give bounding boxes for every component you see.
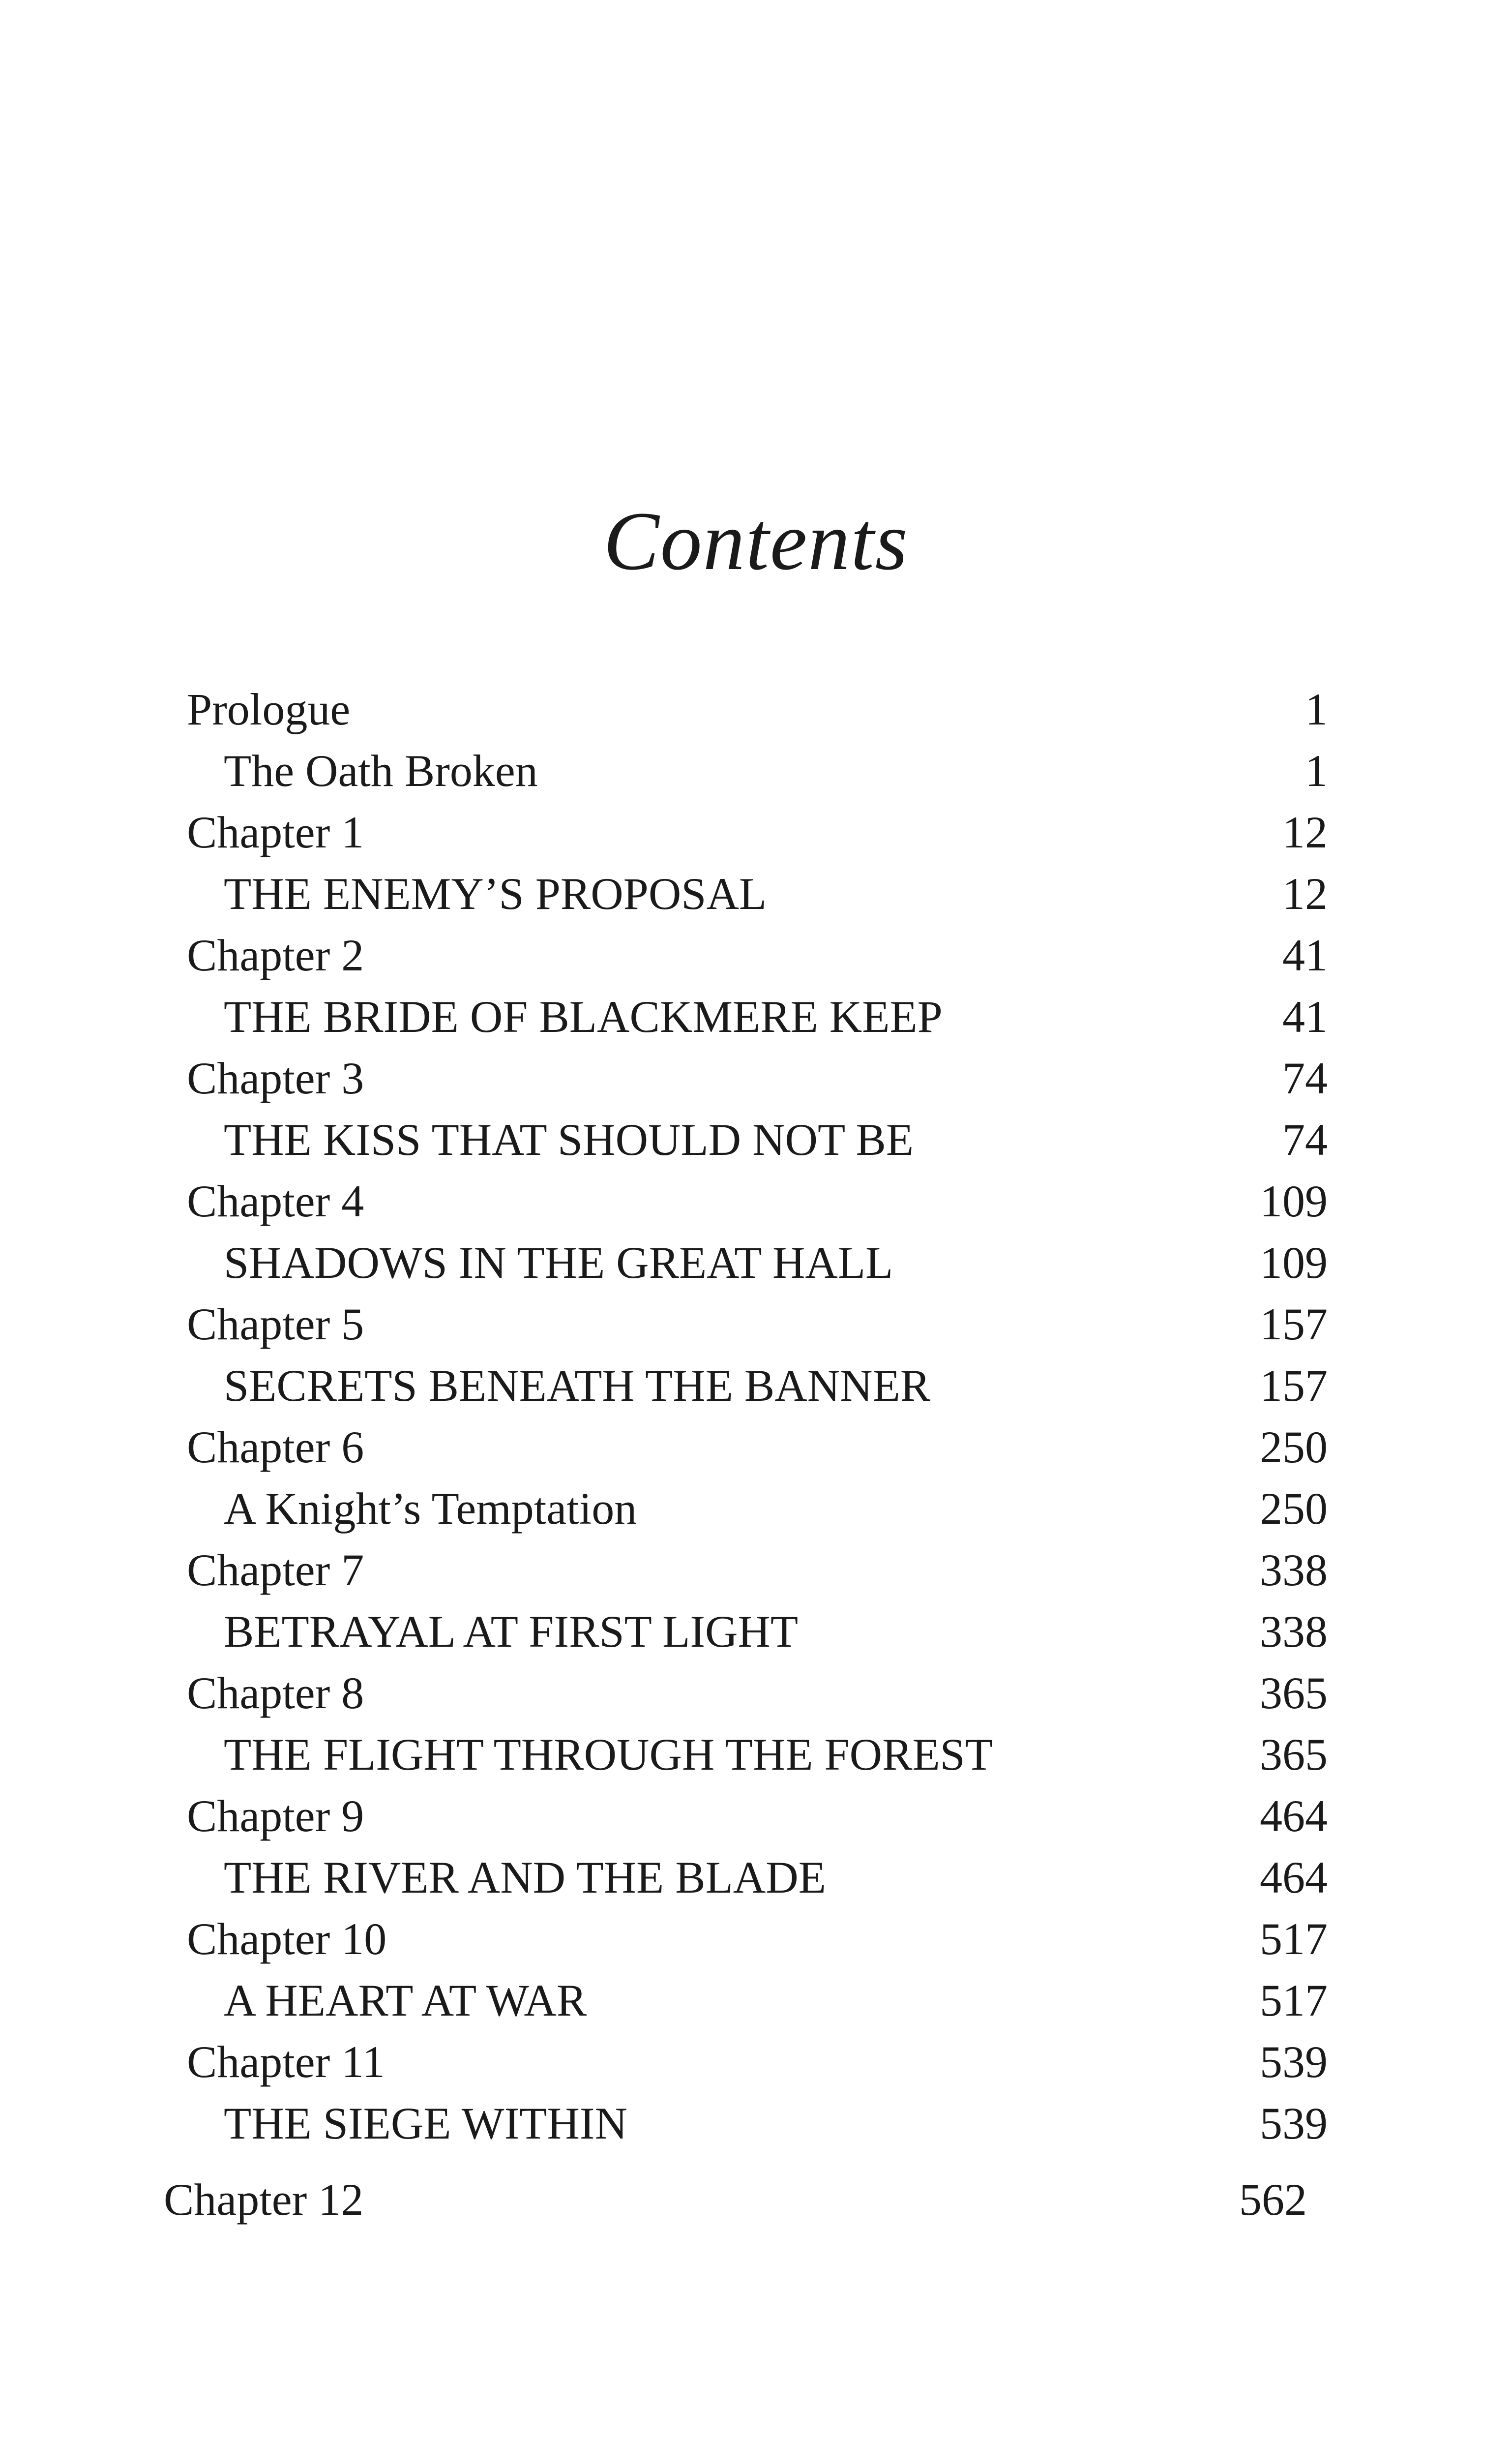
toc-entry-page: 109 (1260, 1176, 1328, 1226)
toc-entry-page: 464 (1260, 1791, 1328, 1841)
toc-entry-page: 250 (1260, 1483, 1328, 1534)
toc-entry-label: Chapter 7 (187, 1545, 364, 1595)
toc-entry-label: SHADOWS IN THE GREAT HALL (224, 1237, 893, 1288)
toc-entry-chapter-3-title[interactable] (187, 1109, 1328, 1171)
toc-entry-label: BETRAYAL AT FIRST LIGHT (224, 1606, 799, 1657)
toc-entry-page: 517 (1260, 1975, 1328, 2025)
toc-entry-page: 109 (1260, 1237, 1328, 1288)
toc-entry-chapter-2[interactable] (187, 925, 1328, 986)
toc-entry-label: Chapter 11 (187, 2037, 385, 2087)
toc-entry-label: Chapter 6 (187, 1422, 364, 1472)
toc-entry-chapter-7-title[interactable] (187, 1601, 1328, 1662)
toc-entry-label: Chapter 9 (187, 1791, 364, 1841)
toc-entry-page: 464 (1260, 1852, 1328, 1902)
toc-entry-label: Chapter 3 (187, 1053, 364, 1103)
toc-entry-chapter-10-title[interactable] (187, 1970, 1328, 2031)
toc-entry-chapter-4-title[interactable] (187, 1232, 1328, 1294)
toc-entry-chapter-3[interactable] (187, 1048, 1328, 1109)
toc-entry-chapter-11[interactable] (187, 2031, 1328, 2093)
toc-entry-page: 41 (1282, 930, 1328, 980)
toc-entry-chapter-5-title[interactable] (187, 1355, 1328, 1417)
toc-entry-page: 539 (1260, 2037, 1328, 2087)
toc-entry-page: 562 (1239, 2174, 1307, 2225)
toc-entry-label: Chapter 1 (187, 807, 364, 857)
toc-entry-label: SECRETS BENEATH THE BANNER (224, 1360, 931, 1411)
toc-entry-page: 1 (1305, 746, 1328, 796)
toc-entry-chapter-9-title[interactable] (187, 1847, 1328, 1908)
toc-entry-page: 250 (1260, 1422, 1328, 1472)
toc-entry-chapter-7[interactable] (187, 1539, 1328, 1601)
toc-entry-chapter-2-title[interactable] (187, 986, 1328, 1048)
toc-entry-chapter-1[interactable] (187, 802, 1328, 863)
toc-entry-page: 1 (1305, 684, 1328, 734)
toc-entry-page: 517 (1260, 1914, 1328, 1964)
toc-entry-chapter-5[interactable] (187, 1294, 1328, 1355)
toc-entry-label: Chapter 5 (187, 1299, 364, 1349)
toc-entry-prologue[interactable] (187, 679, 1328, 740)
toc-entry-label: THE FLIGHT THROUGH THE FOREST (224, 1729, 993, 1779)
toc-entry-chapter-9[interactable] (187, 1785, 1328, 1847)
toc-entry-page: 338 (1260, 1606, 1328, 1657)
toc-entry-page: 365 (1260, 1668, 1328, 1718)
toc-entry-chapter-6-title[interactable] (187, 1478, 1328, 1539)
toc-entry-label: THE ENEMY’S PROPOSAL (224, 869, 767, 919)
toc-entry-page: 365 (1260, 1729, 1328, 1779)
table-of-contents (187, 679, 1328, 2154)
toc-entry-chapter-12[interactable] (164, 2169, 1307, 2231)
page-title: Contents (603, 495, 909, 587)
toc-entry-label: Prologue (187, 684, 351, 734)
toc-entry-label: Chapter 2 (187, 930, 364, 980)
toc-entry-label: Chapter 4 (187, 1176, 364, 1226)
toc-entry-chapter-8[interactable] (187, 1662, 1328, 1724)
toc-entry-chapter-10[interactable] (187, 1908, 1328, 1970)
toc-entry-label: A HEART AT WAR (224, 1975, 587, 2025)
toc-entry-page: 74 (1282, 1053, 1328, 1103)
toc-entry-page: 12 (1282, 807, 1328, 857)
toc-entry-label: THE BRIDE OF BLACKMERE KEEP (224, 992, 943, 1042)
toc-entry-label: The Oath Broken (224, 746, 538, 796)
toc-entry-page: 12 (1282, 869, 1328, 919)
toc-entry-page: 539 (1260, 2098, 1328, 2148)
toc-entry-label: A Knight’s Temptation (224, 1483, 637, 1534)
toc-entry-chapter-6[interactable] (187, 1417, 1328, 1478)
toc-entry-page: 157 (1260, 1360, 1328, 1411)
toc-entry-label: Chapter 10 (187, 1914, 387, 1964)
toc-entry-page: 74 (1282, 1115, 1328, 1165)
toc-entry-page: 41 (1282, 992, 1328, 1042)
toc-entry-chapter-11-title[interactable] (187, 2093, 1328, 2154)
toc-entry-label: Chapter 8 (187, 1668, 364, 1718)
toc-entry-label: THE RIVER AND THE BLADE (224, 1852, 826, 1902)
toc-entry-chapter-4[interactable] (187, 1171, 1328, 1232)
toc-entry-prologue-title[interactable] (187, 740, 1328, 802)
toc-entry-label: Chapter 12 (164, 2174, 364, 2225)
toc-entry-page: 338 (1260, 1545, 1328, 1595)
toc-entry-label: THE SIEGE WITHIN (224, 2098, 627, 2148)
toc-entry-page: 157 (1260, 1299, 1328, 1349)
toc-entry-chapter-1-title[interactable] (187, 863, 1328, 925)
toc-entry-label: THE KISS THAT SHOULD NOT BE (224, 1115, 914, 1165)
toc-entry-chapter-8-title[interactable] (187, 1724, 1328, 1785)
